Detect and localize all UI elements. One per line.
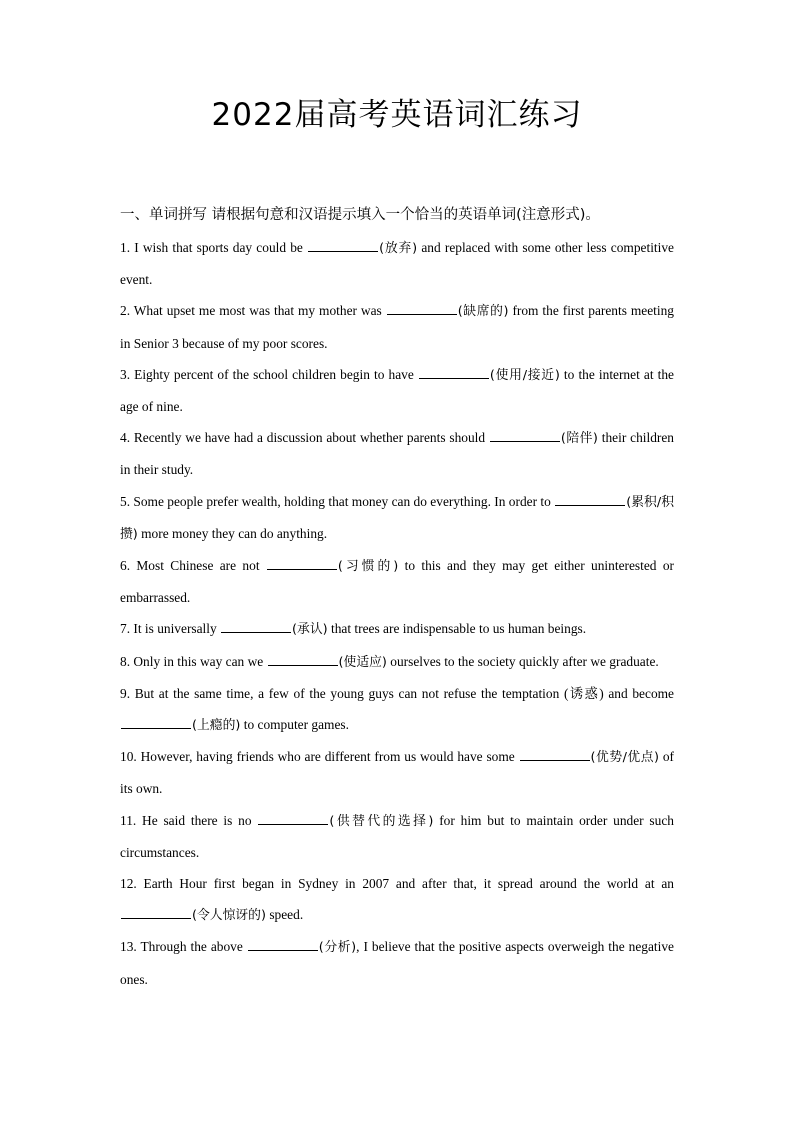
question-list xyxy=(120,232,674,995)
question-text-before: 13. Through the above xyxy=(120,939,247,955)
question-item xyxy=(120,741,674,804)
exercise-section xyxy=(120,201,674,995)
question-text-before: 12. Earth Hour first began in Sydney in 2007 and after that, it spread around the world at an xyxy=(120,876,674,892)
question-text-before: 1. I wish that sports day could be xyxy=(120,240,308,255)
section-heading: 一、单词拼写 请根据句意和汉语提示填入一个恰当的英语单词(注意形式)。 xyxy=(120,207,600,223)
chinese-hint: (令人惊讶的) xyxy=(192,908,266,924)
question-item xyxy=(120,550,674,613)
answer-blank[interactable] xyxy=(555,493,625,506)
question-item xyxy=(120,486,674,550)
chinese-hint: (放弃) xyxy=(379,241,418,256)
chinese-hint: (上瘾的) xyxy=(192,718,241,734)
question-text-after: to the internet at the age of nine. xyxy=(120,366,675,415)
question-text-after: ourselves to the society quickly after we graduate. xyxy=(386,653,659,669)
question-text-before: 4. Recently we have had a discussion about whether parents should xyxy=(120,430,489,446)
answer-blank[interactable] xyxy=(490,429,560,442)
chinese-hint: (优势/优点) xyxy=(590,750,659,766)
question-item xyxy=(120,422,674,485)
answer-blank[interactable] xyxy=(419,366,489,379)
answer-blank[interactable] xyxy=(248,938,318,951)
question-text-before: 2. What upset me most was that my mother was xyxy=(120,303,386,319)
answer-blank[interactable] xyxy=(121,906,191,919)
question-item xyxy=(120,868,674,931)
question-item xyxy=(120,931,674,994)
page-title: 2022届高考英语词汇练习 xyxy=(211,97,583,133)
answer-blank[interactable] xyxy=(387,302,457,315)
question-text-after: from the first parents meeting in Senior 3 because of my poor scores. xyxy=(120,303,674,351)
chinese-hint: (使适应) xyxy=(338,654,387,670)
question-item xyxy=(120,678,674,741)
question-text-after: to computer games. xyxy=(240,717,349,733)
question-text-after: speed. xyxy=(265,907,304,923)
answer-blank[interactable] xyxy=(121,716,191,729)
question-text-before: 10. However, having friends who are different from us would have some xyxy=(120,749,519,765)
question-item xyxy=(120,646,674,678)
question-text-before: 5. Some people prefer wealth, holding that money can do everything. In order to xyxy=(120,493,555,509)
question-item xyxy=(120,359,674,422)
question-item xyxy=(120,805,674,868)
question-text-after: of its own. xyxy=(120,749,674,797)
chinese-hint: (分析) xyxy=(318,940,357,956)
chinese-hint: (累积/积攒) xyxy=(120,494,674,542)
answer-blank[interactable] xyxy=(258,812,328,825)
answer-blank[interactable] xyxy=(267,557,337,570)
answer-blank[interactable] xyxy=(221,620,291,633)
question-item xyxy=(120,232,674,295)
question-text-before: 7. It is universally xyxy=(120,621,221,637)
question-text-after: that trees are indispensable to us human beings. xyxy=(327,621,587,637)
chinese-hint: (习惯的) xyxy=(337,559,399,575)
answer-blank[interactable] xyxy=(308,239,378,252)
chinese-hint: (使用/接近) xyxy=(489,367,560,383)
question-text-before: 3. Eighty percent of the school children begin to have xyxy=(120,366,418,382)
question-text-before: 11. He said there is no xyxy=(120,812,258,828)
question-text-after: their children in their study. xyxy=(120,430,674,478)
question-text-after: for him but to maintain order under such circumstances. xyxy=(120,812,674,860)
answer-blank[interactable] xyxy=(268,653,338,666)
question-text-before: 8. Only in this way can we xyxy=(120,653,267,669)
question-text-after: , I believe that the positive aspects overweigh the negative ones. xyxy=(120,939,674,987)
question-text-after: more money they can do anything. xyxy=(137,525,328,541)
chinese-hint: (陪伴) xyxy=(560,431,598,447)
question-text-after: to this and they may get either uninterested or embarrassed. xyxy=(120,558,674,606)
chinese-hint: (缺席的) xyxy=(457,304,509,320)
question-item xyxy=(120,613,674,645)
question-item xyxy=(120,295,674,358)
chinese-hint: (承认) xyxy=(292,622,328,638)
chinese-hint: (供替代的选择) xyxy=(329,813,434,829)
question-text-before: 6. Most Chinese are not xyxy=(120,558,266,574)
question-text-before: 9. But at the same time, a few of the young guys can not refuse the temptation (诱惑) and become xyxy=(120,685,674,701)
question-text-after: and replaced with some other less competitive event. xyxy=(120,240,674,288)
answer-blank[interactable] xyxy=(520,748,590,761)
